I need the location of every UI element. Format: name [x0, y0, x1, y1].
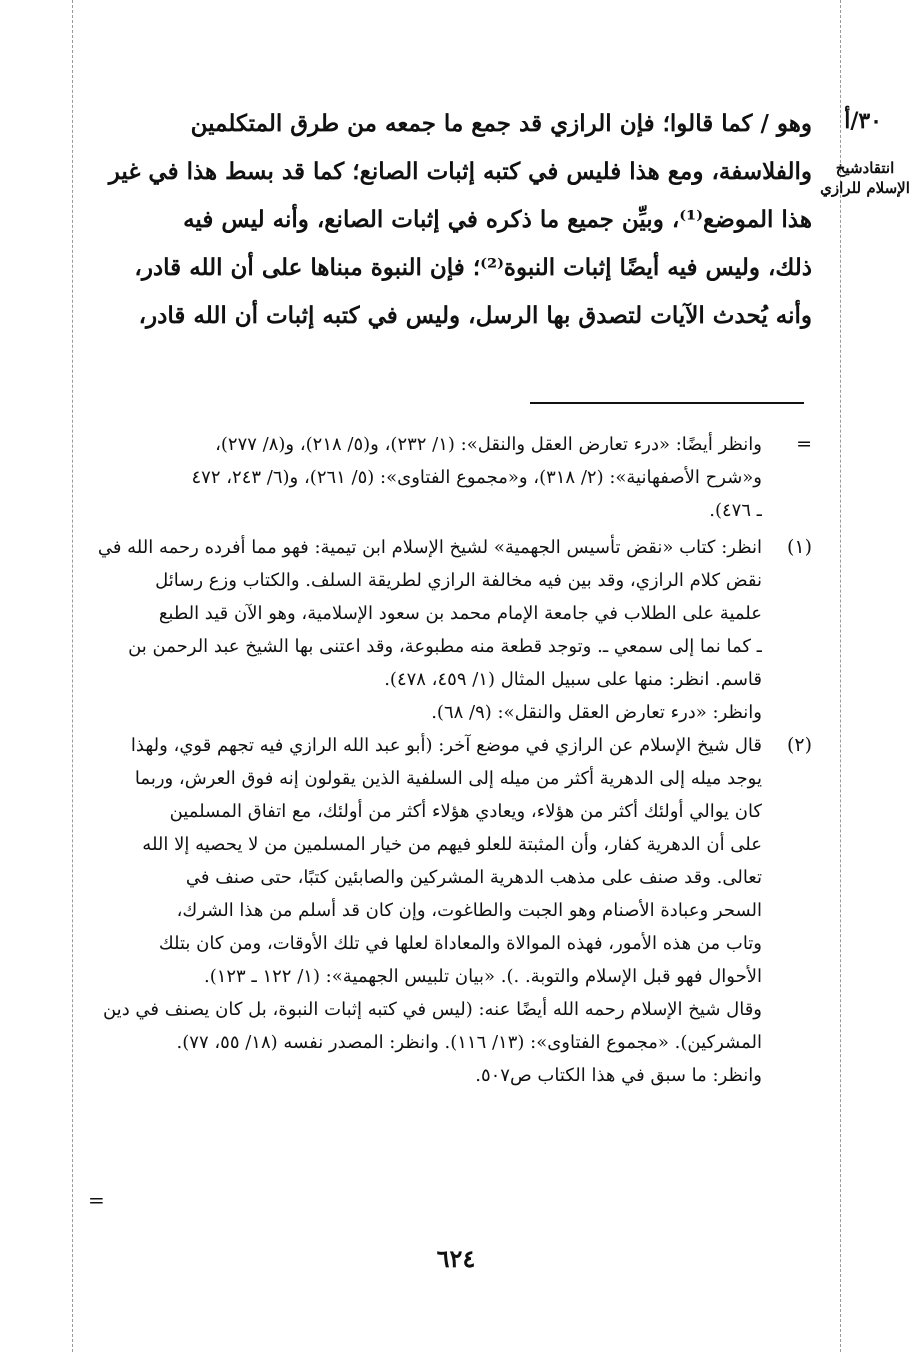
footnote-line: قال شيخ الإسلام عن الرازي في موضع آخر: (أبو عبد الله الرازي فيه تجهم قوي، ولهذا: [130, 735, 762, 756]
footnote-line: على أن الدهرية كفار، وأن المثبتة للعلو فيهم من خيار المسلمين من لا يحصيه إلا الله: [142, 834, 762, 855]
footnote-line: قاسم. انظر: منها على سبيل المثال (١/ ٤٥٩، ٤٧٨).: [384, 669, 762, 690]
footnote-line: وانظر: «درء تعارض العقل والنقل»: (٩/ ٦٨).: [431, 702, 762, 723]
footnote-continued: [90, 428, 812, 527]
left-margin-guide: [72, 0, 73, 1352]
footnote-2: [90, 729, 812, 1092]
footnote-line: السحر وعبادة الأصنام وهو الجبت والطاغوت، وإن كان قد أسلم من هذا الشرك،: [176, 900, 762, 921]
footnote-line: ـ ٤٧٦).: [709, 500, 762, 521]
footnote-line: وتاب من هذه الأمور، فهذه الموالاة والمعاداة لعلها في تلك الأوقات، ومن كان بتلك: [158, 933, 762, 954]
footnote-line: ـ كما نما إلى سمعي ـ. وتوجد قطعة منه مطبوعة، وقد اعتنى بها الشيخ عبد الرحمن بن: [128, 636, 762, 657]
footnote-number: (١): [786, 536, 812, 558]
footnotes-section: [90, 428, 812, 1092]
main-text-line: ذلك، وليس فيه أيضًا إثبات النبوة⁽²⁾؛ فإن النبوة مبناها على أن الله قادر،: [134, 254, 812, 281]
footnote-number: (٢): [786, 734, 812, 756]
footnote-marker: =: [796, 433, 812, 455]
footnote-line: الأحوال فهو قبل الإسلام والتوبة. .). «بيان تلبيس الجهمية»: (١/ ١٢٢ ـ ١٢٣).: [203, 966, 762, 987]
footnote-line: كان يوالي أولئك أكثر من هؤلاء، ويعادي هؤلاء أكثر من أولئك، مع اتفاق المسلمين: [169, 801, 762, 822]
main-text-line: هذا الموضع⁽¹⁾، وبيِّن جميع ما ذكره في إثبات الصانع، وأنه ليس فيه: [183, 206, 812, 233]
manuscript-folio-ref: ٣٠/أ: [844, 108, 882, 134]
right-margin-guide: [840, 0, 841, 1352]
main-text-line: وهو / كما قالوا؛ فإن الرازي قد جمع ما جمعه من طرق المتكلمين: [190, 110, 812, 137]
footnote-line: تعالى. وقد صنف على مذهب الدهرية المشركين والصابئين كتبًا، حتى صنف في: [185, 867, 762, 888]
footnote-1: [90, 531, 812, 729]
footnote-line: يوجد ميله إلى الدهرية أكثر من ميله إلى السلفية الذين يقولون إنه فوق العرش، وربما: [134, 768, 762, 789]
main-text-block: [90, 100, 812, 340]
footnote-line: علمية على الطلاب في جامعة الإمام محمد بن سعود الإسلامية، وهو الآن قيد الطبع: [158, 603, 762, 624]
footnote-line: نقض كلام الرازي، وقد بين فيه مخالفة الرازي لطريقة السلف. والكتاب وزع رسائل: [155, 570, 762, 591]
footnote-line: المشركين). «مجموع الفتاوى»: (١٣/ ١١٦). وانظر: المصدر نفسه (١٨/ ٥٥، ٧٧).: [176, 1032, 762, 1053]
main-text-line: والفلاسفة، ومع هذا فليس في كتبه إثبات الصانع؛ كما قد بسط هذا في غير: [108, 158, 812, 185]
footnote-line: وانظر: ما سبق في هذا الكتاب ص٥٠٧.: [475, 1065, 762, 1086]
page-number: ٦٢٤: [436, 1244, 476, 1273]
footnote-separator: [530, 402, 804, 404]
margin-heading-note: انتقادشيخ الإسلام للرازي: [820, 159, 910, 197]
footnote-line: وقال شيخ الإسلام رحمه الله أيضًا عنه: (ليس في كتبه إثبات النبوة، بل كان يصنف في دين: [102, 999, 762, 1020]
continuation-mark: =: [88, 1188, 105, 1212]
footnote-line: و«شرح الأصفهانية»: (٢/ ٣١٨)، و«مجموع الفتاوى»: (٥/ ٢٦١)، و(٦/ ٢٤٣، ٤٧٢: [191, 467, 762, 488]
main-text-line: وأنه يُحدث الآيات لتصدق بها الرسل، وليس في كتبه إثبات أن الله قادر،: [138, 302, 812, 329]
footnote-line: انظر: كتاب «نقض تأسيس الجهمية» لشيخ الإسلام ابن تيمية: فهو مما أفرده رحمه الله في: [97, 537, 762, 558]
footnote-line: وانظر أيضًا: «درء تعارض العقل والنقل»: (١/ ٢٣٢)، و(٥/ ٢١٨)، و(٨/ ٢٧٧)،: [215, 434, 762, 455]
